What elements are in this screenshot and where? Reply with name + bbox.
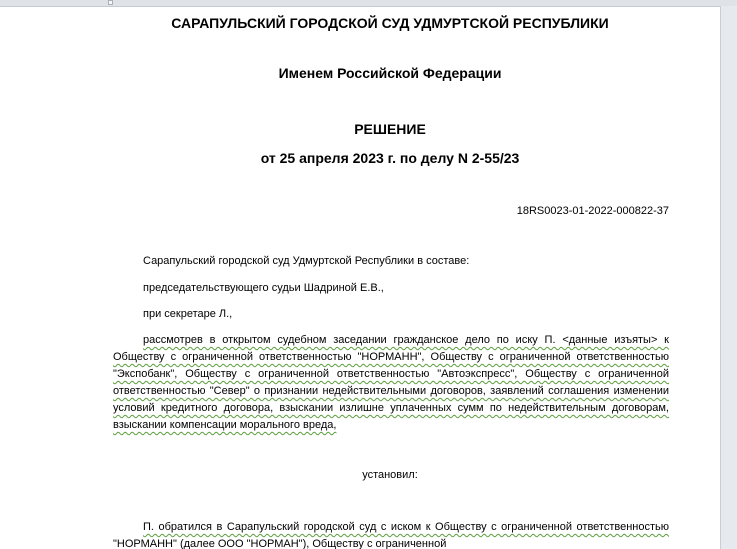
case-summary-text: рассмотрев в открытом судебном заседании гражданское дело по иску П. <данные изъяты> к Обществу с ограниченной ответственностью "НОРМАНН", Обществу с ограниченной ответственностью "Экспобанк", Обществу с ограниченной ответственностью "Автоэкспресс", Обществу с ограниченной ответственностью "Север" о признании недействительными договоров, заявлений соглашения изменении условий кредитного договора, взыскании излишне уплаченных сумм по недействительным договорам, взыскании компенсации морального вреда, <box>113 334 669 431</box>
document-page[interactable] <box>0 7 720 549</box>
ruler-indent-marker[interactable] <box>108 0 113 5</box>
case-id: 18RS0023-01-2022-000822-37 <box>516 205 669 217</box>
case-summary-paragraph <box>113 332 669 434</box>
findings-paragraph <box>113 519 669 549</box>
page-margin-area <box>720 6 737 549</box>
horizontal-ruler[interactable] <box>0 0 737 7</box>
presiding-judge: председательствующего судьи Шадриной Е.В., <box>143 282 384 294</box>
decision-title: РЕШЕНИЕ <box>354 121 426 137</box>
federation-line: Именем Российской Федерации <box>278 65 502 81</box>
findings-text: П. обратился в Сарапульский городской суд с иском к Обществу с ограниченной ответственностью "НОРМАНН" (далее ООО "НОРМАН"), Обществу с ограниченной <box>113 521 669 549</box>
decision-date: от 25 апреля 2023 г. по делу N 2-55/23 <box>260 150 520 166</box>
court-title: САРАПУЛЬСКИЙ ГОРОДСКОЙ СУД УДМУРТСКОЙ РЕСПУБЛИКИ <box>171 15 609 31</box>
secretary: при секретаре Л., <box>143 308 233 320</box>
court-composition: Сарапульский городской суд Удмуртской Республики в составе: <box>143 255 470 267</box>
established-heading: установил: <box>362 469 418 481</box>
